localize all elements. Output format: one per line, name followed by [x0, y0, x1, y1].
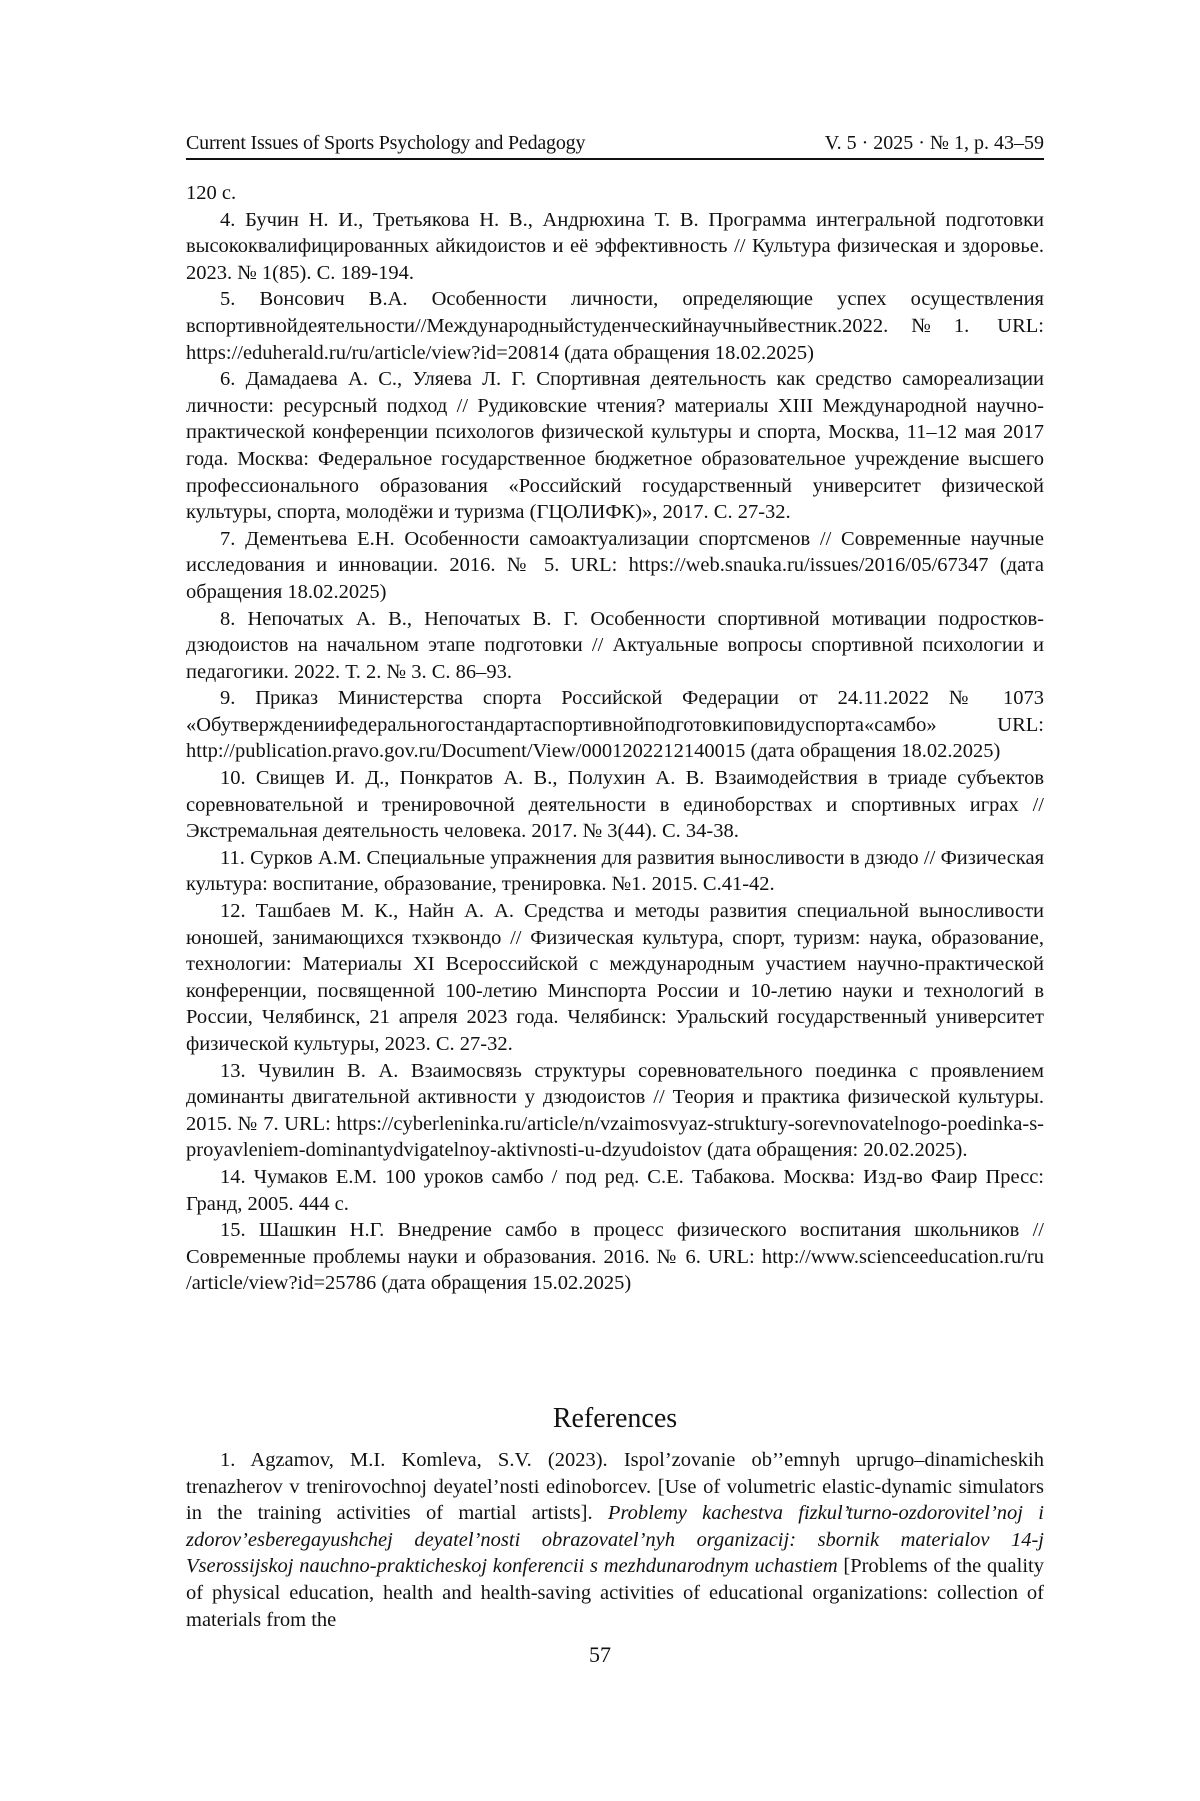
- reference-item: 12. Ташбаев М. К., Найн А. А. Средства и методы развития специальной выносливости юношей, занимающихся тхэквондо // Физическая культура, спорт, туризм: наука, образование, технологии: Материалы XI Всероссийской с международным участием научно-практической конференции, посвященной 100-летию Минспорта России и 10-летию науки и технологий в России, Челябинск, 21 апреля 2023 года. Челябинск: Уральский государственный университет физической культуры, 2023. С. 27-32.: [186, 898, 1044, 1058]
- reference-item: 4. Бучин Н. И., Третьякова Н. В., Андрюхина Т. В. Программа интегральной подготовки высококвалифицированных айкидоистов и её эффективность // Культура физическая и здоровье. 2023. № 1(85). С. 189-194.: [186, 207, 1044, 287]
- reference-item: 6. Дамадаева А. С., Уляева Л. Г. Спортивная деятельность как средство самореализации личности: ресурсный подход // Рудиковские чтения? материалы XIII Международной научно-практической конференции психологов физической культуры и спорта, Москва, 11–12 мая 2017 года. Москва: Федеральное государственное бюджетное образовательное учреждение высшего профессионального образования «Российский государственный университет физической культуры, спорта, молодёжи и туризма (ГЦОЛИФК)», 2017. С. 27-32.: [186, 366, 1044, 526]
- page: [0, 0, 1200, 1801]
- reference-item: 10. Свищев И. Д., Понкратов А. В., Полухин А. В. Взаимодействия в триаде субъектов соревновательной и тренировочной деятельности в единоборствах и спортивных играх // Экстремальная деятельность человека. 2017. № 3(44). С. 34-38.: [186, 765, 1044, 845]
- reference-item: 15. Шашкин Н.Г. Внедрение самбо в процесс физического воспитания школьников // Современные проблемы науки и образования. 2016. № 6. URL: http://www.scienceeducation.ru/ru /article/view?id=25786 (дата обращения 15.02.2025): [186, 1217, 1044, 1297]
- reference-continuation: 120 с.: [186, 180, 1044, 207]
- issue-info: V. 5 · 2025 · № 1, p. 43–59: [825, 128, 1044, 158]
- reference-text-tail: [Problems of the quality of physical education, health and health-saving activities of educational organizations: collection of materials from the: [186, 1555, 1044, 1630]
- references-heading: References: [186, 1402, 1044, 1436]
- page-number: 57: [0, 1642, 1200, 1668]
- running-header: [186, 126, 1044, 160]
- reference-item: 7. Дементьева Е.Н. Особенности самоактуализации спортсменов // Современные научные исследования и инновации. 2016. № 5. URL: https://web.snauka.ru/issues/2016/05/67347 (дата обращения 18.02.2025): [186, 526, 1044, 606]
- reference-list-en: [186, 1447, 1044, 1633]
- reference-text: 1. Agzamov, M.I. Komleva, S.V. (2023). Ispol’zovanie ob’’emnyh uprugo–dinamicheskih trenazherov v trenirovochnoj deyatel’nosti edinoborcev. [Use of volumetric elastic-dynamic simulators in the training activities of martial artists].: [186, 1449, 1044, 1524]
- reference-item: 14. Чумаков Е.М. 100 уроков самбо / под ред. С.Е. Табакова. Москва: Изд-во Фаир Пресс: Гранд, 2005. 444 с.: [186, 1164, 1044, 1217]
- reference-item: 11. Сурков А.М. Специальные упражнения для развития выносливости в дзюдо // Физическая культура: воспитание, образование, тренировка. №1. 2015. С.41-42.: [186, 845, 1044, 898]
- reference-item: 9. Приказ Министерства спорта Российской Федерации от 24.11.2022 № 1073 «Обутверждениифедеральногостандартаспортивнойподготовкиповидуспорта«самбо» URL: http://publication.pravo.gov.ru/Document/View/0001202212140015 (дата обращения 18.02.2025): [186, 685, 1044, 765]
- reference-source-title: Problemy kachestva fizkul’turno-ozdorovitel’noj i zdorov’esberegayushchej deyatel’nosti obrazovatel’nyh organizacij: sbornik materialov 14-j Vserossijskoj nauchno-prakticheskoj konferencii s mezhdunarodnym uchastiem: [186, 1502, 1044, 1577]
- journal-title: Current Issues of Sports Psychology and Pedagogy: [186, 128, 585, 158]
- reference-item: 8. Непочатых А. В., Непочатых В. Г. Особенности спортивной мотивации подростков-дзюдоистов на начальном этапе подготовки // Актуальные вопросы спортивной психологии и педагогики. 2022. Т. 2. № 3. С. 86–93.: [186, 606, 1044, 686]
- reference-item: 5. Вонсович В.А. Особенности личности, определяющие успех осуществления вспортивнойдеятельности//Международныйстуденческийнаучныйвестник.2022.№1. URL: https://eduherald.ru/ru/article/view?id=20814 (дата обращения 18.02.2025): [186, 286, 1044, 366]
- reference-item: 13. Чувилин В. А. Взаимосвязь структуры соревновательного поединка с проявлением доминанты двигательной активности у дзюдоистов // Теория и практика физической культуры. 2015. № 7. URL: https://cyberleninka.ru/article/n/vzaimosvyaz-struktury-sorevnovatelnogo-poedinka-s-proyavleniem-dominantydvigatelnoy-aktivnosti-u-dzyudoistov (дата обращения: 20.02.2025).: [186, 1058, 1044, 1164]
- reference-item-en: [186, 1447, 1044, 1633]
- reference-list-ru: [186, 180, 1044, 1297]
